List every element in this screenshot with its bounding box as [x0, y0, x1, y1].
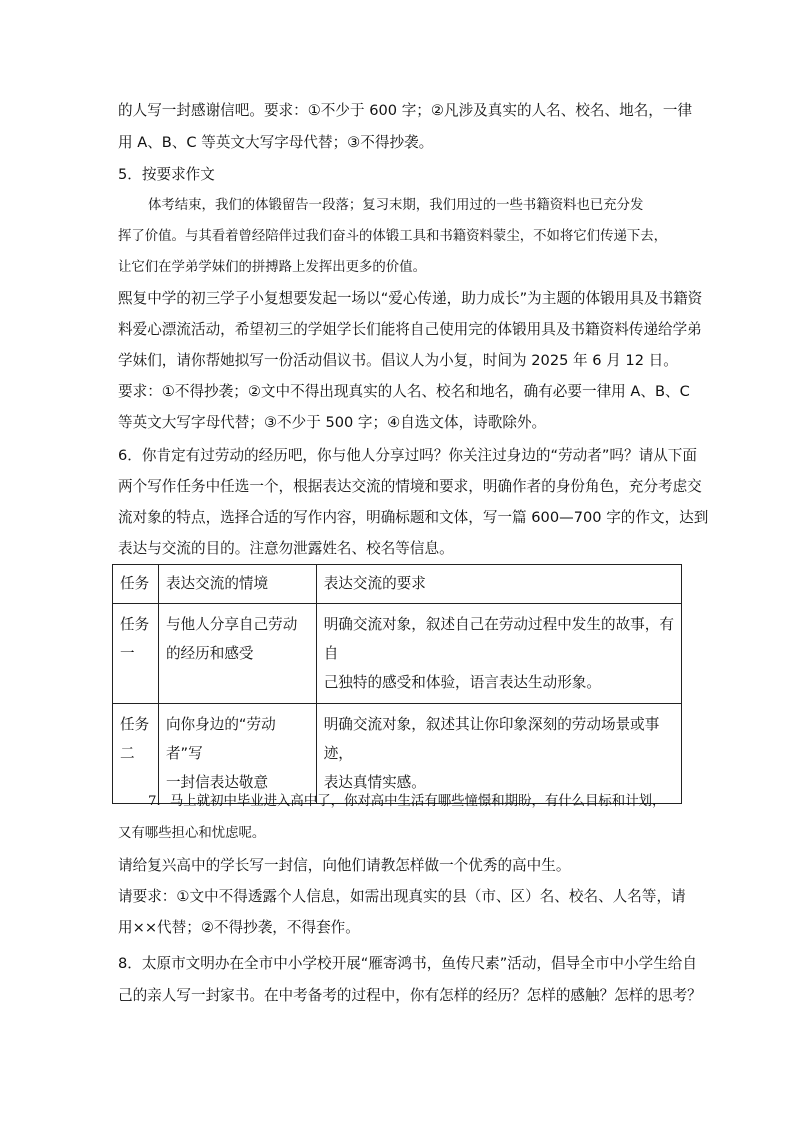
text-line: 的人写一封感谢信吧。要求：①不少于 600 字；②凡涉及真实的人名、校名、地名，一律 [118, 102, 693, 119]
table-row [113, 704, 682, 804]
text-line: 表达与交流的目的。注意勿泄露姓名、校名等信息。 [118, 540, 454, 557]
table-cell-scene [158, 704, 316, 804]
cell-line: 明确交流对象，叙述自己在劳动过程中发生的故事，有自 [323, 616, 674, 662]
cell-line: 一 [120, 645, 135, 662]
cell-line: 己独特的感受和体验，语言表达生动形象。 [323, 674, 601, 691]
text-line: 用 A、B、C 等英文大写字母代替；③不得抄袭。 [118, 134, 434, 151]
cell-line: 的经历和感受 [165, 645, 254, 662]
table-cell-requirement [316, 704, 681, 804]
text-line: 两个写作任务中任选一个，根据表达交流的情境和要求，明确作者的身份角色，充分考虑交 [118, 478, 702, 495]
text-line: 己的亲人写一封家书。在中考备考的过程中，你有怎样的经历？怎样的感触？怎样的思考？ [118, 987, 702, 1004]
question-heading-8: 8．太原市文明办在全市中小学校开展“雁寄鸿书，鱼传尺素”活动，倡导全市中小学生给自 [118, 955, 697, 972]
table-header-cell: 表达交流的要求 [316, 565, 681, 604]
text-line: 要求：①不得抄袭；②文中不得出现真实的人名、校名和地名，确有必要一律用 A、B、C [118, 383, 690, 400]
cell-line: 一封信表达敬意 [165, 774, 269, 791]
table-cell-task [113, 604, 159, 704]
text-line: 用××代替；②不得抄袭，不得套作。 [118, 919, 360, 936]
text-line: 等英文大写字母代替；③不少于 500 字；④自选文体，诗歌除外。 [118, 414, 547, 431]
text-line: 挥了价值。与其看着曾经陪伴过我们奋斗的体锻工具和书籍资料蒙尘，不如将它们传递下去， [118, 229, 668, 244]
table-cell-requirement [316, 604, 681, 704]
text-line: 让它们在学弟学妹们的拼搏路上发挥出更多的价值。 [118, 260, 426, 275]
text-line: 流对象的特点，选择合适的写作内容，明确标题和文体，写一篇 600—700 字的作文，达到 [118, 509, 709, 526]
text-line: 体考结束，我们的体锻留告一段落；复习末期，我们用过的一些书籍资料也已充分发 [148, 198, 644, 213]
question-heading-5: 5．按要求作文 [118, 166, 215, 183]
text-line: 料爱心漂流活动，希望初三的学姐学长们能将自己使用完的体锻用具及书籍资料传递给学弟 [118, 321, 702, 338]
cell-line: 表达真情实感。 [323, 774, 426, 791]
table-header-cell: 表达交流的情境 [158, 565, 316, 604]
text-line: 请给复兴高中的学长写一封信，向他们请教怎样做一个优秀的高中生。 [118, 857, 571, 874]
table-cell-task [113, 704, 159, 804]
cell-line: 与他人分享自己劳动 [165, 616, 298, 633]
question-heading-6: 6．你肯定有过劳动的经历吧，你与他人分享过吗？你关注过身边的“劳动者”吗？请从下面 [118, 447, 697, 464]
cell-line: 向你身边的“劳动者”写 [165, 716, 276, 762]
cell-line: 任务 [120, 616, 150, 633]
task-table [112, 564, 682, 804]
table-header-row [113, 565, 682, 604]
text-line: 请要求：①文中不得透露个人信息，如需出现真实的县（市、区）名、校名、人名等，请 [118, 888, 686, 905]
table-row [113, 604, 682, 704]
cell-line: 任务 [120, 716, 150, 733]
question-heading-7: 7．马上就初中毕业进入高中了，你对高中生活有哪些憧憬和期盼，有什么目标和计划， [148, 794, 666, 809]
text-line: 又有哪些担心和忧虑呢。 [118, 826, 266, 841]
text-line: 学妹们，请你帮她拟写一份活动倡议书。倡议人为小复，时间为 2025 年 6 月 12 日。 [118, 352, 678, 369]
text-line: 熙复中学的初三学子小复想要发起一场以“爱心传递，助力成长”为主题的体锻用具及书籍资 [118, 290, 703, 307]
cell-line: 二 [120, 745, 135, 762]
cell-line: 明确交流对象，叙述其让你印象深刻的劳动场景或事迹， [323, 716, 660, 762]
table-cell-scene [158, 604, 316, 704]
table-header-cell: 任务 [113, 565, 159, 604]
